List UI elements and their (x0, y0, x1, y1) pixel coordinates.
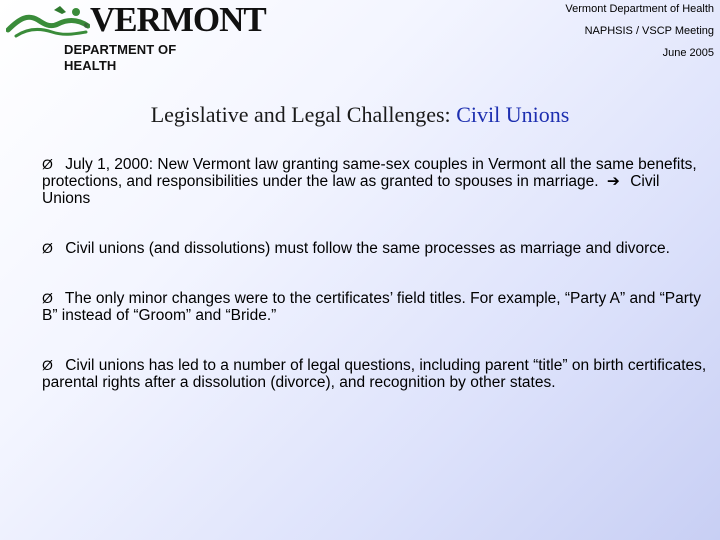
slide-title (0, 102, 720, 128)
header-meeting: NAPHSIS / VSCP Meeting (584, 25, 714, 37)
bullet-tail: Civil Unions (42, 173, 660, 207)
bullet-arrow-icon: Ø (42, 240, 53, 256)
header-info (565, 4, 714, 70)
right-arrow-icon: ➔ (606, 173, 620, 190)
header-date: June 2005 (662, 47, 714, 59)
bullet-arrow-icon: Ø (42, 357, 53, 373)
bullet-text: July 1, 2000: New Vermont law granting same-sex couples in Vermont all the same benefits, protections, and responsibilities under the law as granted to spouses in marriage. (42, 156, 697, 190)
vermont-health-logo (6, 0, 266, 73)
bullet-text: The only minor changes were to the certificates’ field titles. For example, “Party A” and “Party B” instead of “Groom” and “Bride.” (42, 290, 701, 324)
bullet-item (42, 357, 712, 391)
bullet-list (42, 156, 712, 424)
logo-department: DEPARTMENT OF HEALTH (64, 42, 177, 73)
bullet-item (42, 156, 712, 207)
header-organization: Vermont Department of Health (565, 3, 714, 15)
bullet-item (42, 290, 712, 324)
slide-title-main: Legislative and Legal Challenges: (150, 102, 451, 127)
bullet-arrow-icon: Ø (42, 156, 53, 172)
bullet-text: Civil unions (and dissolutions) must follow the same processes as marriage and divorce. (65, 240, 670, 257)
registered-mark: ® (84, 24, 89, 30)
bullet-arrow-icon: Ø (42, 290, 53, 306)
logo-wordmark: VERMONT (90, 0, 266, 39)
bullet-item (42, 240, 712, 257)
bullet-text: Civil unions has led to a number of legal questions, including parent “title” on birth certificates, parental rights after a dissolution (divorce), and recognition by other states. (42, 357, 707, 391)
slide-title-accent: Civil Unions (456, 102, 570, 127)
landscape-logo-icon (6, 4, 90, 40)
